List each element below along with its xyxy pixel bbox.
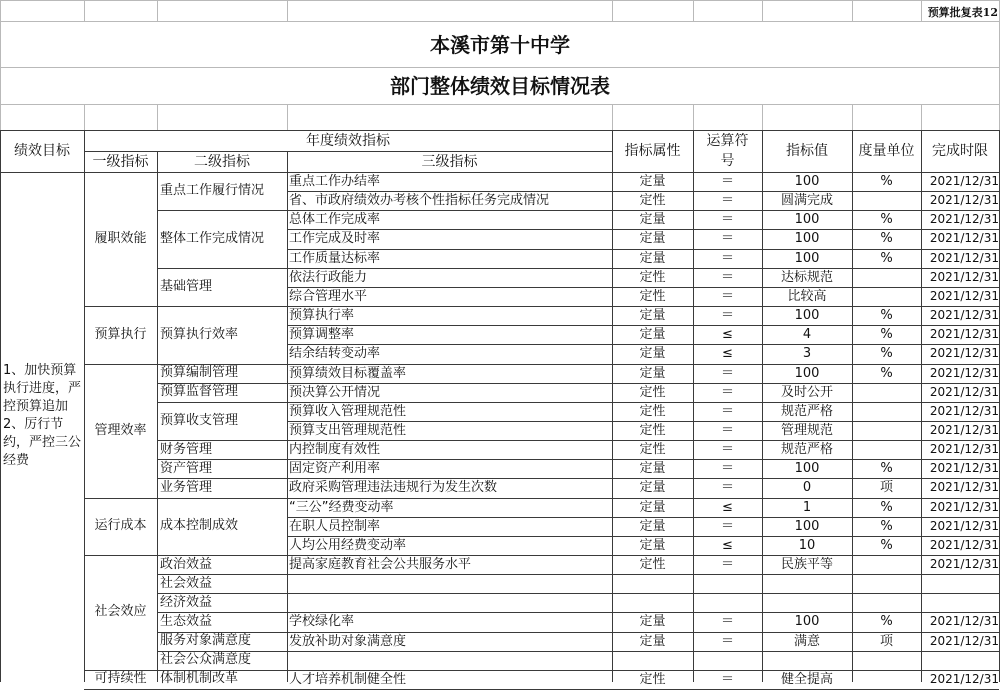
indicator-operator: ＝ xyxy=(720,212,734,228)
level2-label: 重点工作履行情况 xyxy=(160,183,265,199)
level2-label: 生态效益 xyxy=(160,614,213,630)
indicator-attribute: 定量 xyxy=(639,499,666,515)
header-level1: 一级指标 xyxy=(92,154,149,170)
row-line xyxy=(157,555,287,556)
header-goal: 绩效目标 xyxy=(14,143,70,159)
level3-indicator: 发放补助对象满意度 xyxy=(289,633,407,649)
indicator-deadline: 2021/12/31 xyxy=(929,671,999,686)
indicator-deadline: 2021/12/31 xyxy=(929,193,999,208)
indicator-operator: ＝ xyxy=(720,557,734,572)
indicator-operator: ＝ xyxy=(720,288,734,304)
level1-label: 运行成本 xyxy=(94,518,147,534)
header-value: 指标值 xyxy=(786,143,828,159)
indicator-value: 100 xyxy=(794,461,820,477)
grid-line xyxy=(287,0,288,21)
grid-line xyxy=(921,104,922,130)
grid-line xyxy=(612,104,613,130)
indicator-attribute: 定量 xyxy=(639,480,666,496)
level2-label: 成本控制成效 xyxy=(160,518,239,534)
grid-line xyxy=(0,104,1000,105)
row-line xyxy=(287,249,999,250)
level3-indicator: 工作完成及时率 xyxy=(289,231,381,247)
indicator-value: 规范严格 xyxy=(780,442,833,458)
grid-line xyxy=(762,0,763,21)
row-line xyxy=(287,287,999,288)
indicator-unit: % xyxy=(880,174,893,189)
row-line xyxy=(287,268,999,269)
indicator-value: 管理规范 xyxy=(780,422,833,438)
indicator-value: 健全提高 xyxy=(780,671,833,687)
level1-label: 管理效率 xyxy=(94,422,147,438)
row-line xyxy=(287,593,999,594)
row-line xyxy=(287,402,999,403)
indicator-operator: ＝ xyxy=(720,365,734,381)
indicator-attribute: 定量 xyxy=(639,461,666,477)
row-line xyxy=(287,612,999,613)
level3-indicator: 省、市政府绩效办考核个性指标任务完成情况 xyxy=(289,193,550,209)
indicator-deadline: 2021/12/31 xyxy=(929,403,999,418)
indicator-value: 1 xyxy=(802,499,812,515)
indicator-operator: ≤ xyxy=(722,346,733,362)
indicator-attribute: 定性 xyxy=(639,269,666,285)
indicator-deadline: 2021/12/31 xyxy=(929,499,999,514)
indicator-deadline: 2021/12/31 xyxy=(929,480,999,495)
row-line xyxy=(157,612,287,613)
grid-line xyxy=(0,67,1000,68)
header-operator: 号 xyxy=(720,153,735,169)
indicator-value: 100 xyxy=(794,308,820,324)
indicator-attribute: 定量 xyxy=(639,537,666,553)
indicator-attribute: 定量 xyxy=(639,174,666,189)
indicator-attribute: 定量 xyxy=(639,614,666,630)
level2-label: 预算收支管理 xyxy=(160,412,239,428)
indicator-deadline: 2021/12/31 xyxy=(929,327,999,342)
indicator-deadline: 2021/12/31 xyxy=(929,174,999,188)
row-line xyxy=(157,498,287,499)
grid-line xyxy=(157,0,158,21)
row-line xyxy=(157,440,287,441)
row-line xyxy=(287,440,999,441)
indicator-value: 圆满完成 xyxy=(780,193,833,209)
level1-label: 社会效应 xyxy=(94,604,147,620)
indicator-operator: ＝ xyxy=(720,461,734,477)
level2-label: 预算编制管理 xyxy=(160,365,239,381)
row-line xyxy=(287,555,999,556)
page-title: 本溪市第十中学 xyxy=(430,33,570,57)
level3-indicator: 工作质量达标率 xyxy=(289,250,381,266)
indicator-unit: % xyxy=(880,365,893,381)
row-line xyxy=(287,670,999,671)
grid-line xyxy=(157,104,158,130)
level3-indicator: 学校绿化率 xyxy=(289,614,355,630)
row-line xyxy=(157,268,287,269)
header-operator: 运算符 xyxy=(706,133,749,149)
indicator-value: 比较高 xyxy=(787,288,827,304)
indicator-operator: ＝ xyxy=(720,442,734,458)
indicator-unit: % xyxy=(880,461,893,477)
row-line xyxy=(287,325,999,326)
header-level3: 三级指标 xyxy=(421,154,478,170)
indicator-unit: % xyxy=(880,518,893,534)
indicator-unit: % xyxy=(880,250,893,266)
level2-label: 财务管理 xyxy=(160,441,213,457)
level3-indicator: 预算调整率 xyxy=(289,327,355,343)
indicator-value: 3 xyxy=(802,346,812,362)
level3-indicator: 总体工作完成率 xyxy=(289,212,381,228)
level3-indicator: 人均公用经费变动率 xyxy=(289,537,407,553)
sheet-note: 预算批复表12 xyxy=(927,6,998,19)
row-line xyxy=(157,593,287,594)
indicator-deadline: 2021/12/31 xyxy=(929,308,999,323)
indicator-deadline: 2021/12/31 xyxy=(929,365,999,380)
row-line xyxy=(287,651,999,652)
grid-line xyxy=(287,104,288,130)
indicator-unit: 项 xyxy=(879,480,893,496)
indicator-value: 民族平等 xyxy=(780,557,833,572)
level2-label: 服务对象满意度 xyxy=(160,633,252,649)
indicator-operator: ＝ xyxy=(720,671,734,687)
indicator-deadline: 2021/12/31 xyxy=(929,288,999,303)
level3-indicator: 重点工作办结率 xyxy=(289,174,381,189)
indicator-deadline: 2021/12/31 xyxy=(929,633,999,648)
grid-line xyxy=(612,0,613,21)
indicator-deadline: 2021/12/31 xyxy=(929,384,999,399)
level1-label: 可持续性 xyxy=(94,671,147,687)
header-top-line xyxy=(0,130,1000,131)
header-deadline: 完成时限 xyxy=(932,143,988,159)
indicator-operator: ≤ xyxy=(722,327,733,343)
indicator-deadline: 2021/12/31 xyxy=(929,518,999,533)
indicator-operator: ＝ xyxy=(720,174,734,189)
level3-indicator: 预算收入管理规范性 xyxy=(289,403,407,419)
grid-line xyxy=(852,104,853,130)
indicator-deadline: 2021/12/31 xyxy=(929,461,999,476)
indicator-attribute: 定量 xyxy=(639,250,666,266)
indicator-deadline: 2021/12/31 xyxy=(929,537,999,552)
indicator-attribute: 定量 xyxy=(639,633,666,649)
row-line xyxy=(287,306,999,307)
indicator-deadline: 2021/12/31 xyxy=(929,212,999,227)
indicator-attribute: 定量 xyxy=(639,231,666,247)
grid-line xyxy=(84,104,85,130)
level3-indicator: “三公”经费变动率 xyxy=(289,499,394,515)
indicator-attribute: 定量 xyxy=(639,518,666,534)
level3-indicator: 提高家庭教育社会公共服务水平 xyxy=(289,557,472,572)
indicator-operator: ＝ xyxy=(720,518,734,534)
indicator-deadline: 2021/12/31 xyxy=(929,422,999,437)
row-line xyxy=(287,344,999,345)
grid-line xyxy=(852,0,853,21)
row-line xyxy=(287,536,999,537)
level2-label: 整体工作完成情况 xyxy=(160,231,265,247)
indicator-unit: % xyxy=(880,499,893,515)
grid-line xyxy=(84,0,85,21)
grid-line xyxy=(0,104,1,130)
indicator-deadline: 2021/12/31 xyxy=(929,346,999,361)
indicator-value: 100 xyxy=(794,250,820,266)
indicator-operator: ＝ xyxy=(720,614,734,630)
indicator-attribute: 定量 xyxy=(639,327,666,343)
grid-line xyxy=(762,104,763,130)
indicator-value: 100 xyxy=(794,614,820,630)
level2-label: 预算监督管理 xyxy=(160,384,239,400)
indicator-attribute: 定量 xyxy=(639,212,666,228)
level3-indicator: 预算支出管理规范性 xyxy=(289,422,407,438)
indicator-attribute: 定性 xyxy=(639,403,666,419)
indicator-operator: ＝ xyxy=(720,403,734,419)
indicator-operator: ＝ xyxy=(720,633,734,649)
level3-indicator: 预算执行率 xyxy=(289,308,355,324)
header-unit: 度量单位 xyxy=(858,143,915,159)
row-line xyxy=(84,555,157,556)
indicator-value: 及时公开 xyxy=(780,384,833,400)
row-line xyxy=(84,498,157,499)
column-line xyxy=(0,172,1,682)
indicator-attribute: 定性 xyxy=(639,193,666,209)
indicator-unit: % xyxy=(880,537,893,553)
level3-indicator: 预决算公开情况 xyxy=(289,384,381,400)
indicator-unit: 项 xyxy=(879,633,893,649)
row-line xyxy=(157,306,287,307)
indicator-attribute: 定性 xyxy=(639,288,666,304)
indicator-deadline: 2021/12/31 xyxy=(929,269,999,284)
level3-indicator: 结余结转变动率 xyxy=(289,346,381,362)
header-level2: 二级指标 xyxy=(194,154,250,170)
indicator-unit: % xyxy=(880,346,893,362)
indicator-deadline: 2021/12/31 xyxy=(929,231,999,246)
level2-label: 业务管理 xyxy=(160,479,213,495)
indicator-unit: % xyxy=(880,231,893,247)
row-line xyxy=(287,229,999,230)
level1-label: 履职效能 xyxy=(94,231,147,247)
indicator-value: 100 xyxy=(794,212,820,228)
row-line xyxy=(287,364,999,365)
indicator-unit: % xyxy=(880,308,893,324)
indicator-operator: ＝ xyxy=(720,422,734,438)
header-bottom-line xyxy=(0,172,1000,173)
indicator-operator: ＝ xyxy=(720,193,734,209)
indicator-operator: ＝ xyxy=(720,269,734,285)
level3-indicator: 预算绩效目标覆盖率 xyxy=(289,365,407,381)
grid-line xyxy=(0,0,1000,1)
row-line xyxy=(287,421,999,422)
indicator-attribute: 定性 xyxy=(639,384,666,400)
indicator-attribute: 定量 xyxy=(639,346,666,362)
indicator-unit: % xyxy=(880,614,893,630)
row-line xyxy=(287,498,999,499)
indicator-deadline: 2021/12/31 xyxy=(929,442,999,457)
indicator-operator: ＝ xyxy=(720,384,734,400)
row-line xyxy=(157,574,287,575)
indicator-operator: ＝ xyxy=(720,250,734,266)
indicator-value: 达标规范 xyxy=(780,269,833,285)
row-line xyxy=(287,517,999,518)
indicator-value: 4 xyxy=(802,327,812,343)
level2-label: 社会效益 xyxy=(160,575,213,591)
row-line xyxy=(287,478,999,479)
level2-label: 社会公众满意度 xyxy=(160,652,252,668)
indicator-operator: ＝ xyxy=(720,308,734,324)
level2-label: 体制机制改革 xyxy=(160,671,239,687)
row-line xyxy=(157,210,287,211)
level2-label: 预算执行效率 xyxy=(160,326,239,342)
indicator-value: 100 xyxy=(794,231,820,247)
indicator-attribute: 定量 xyxy=(639,365,666,381)
level1-label: 预算执行 xyxy=(94,326,147,342)
indicator-unit: % xyxy=(880,327,893,343)
row-line xyxy=(287,191,999,192)
indicator-operator: ≤ xyxy=(722,537,733,553)
level3-indicator: 综合管理水平 xyxy=(289,288,368,304)
level3-indicator: 依法行政能力 xyxy=(289,269,368,285)
row-line xyxy=(287,574,999,575)
page-subtitle: 部门整体绩效目标情况表 xyxy=(390,74,610,98)
indicator-value: 100 xyxy=(794,518,820,534)
row-line xyxy=(287,210,999,211)
row-line xyxy=(84,306,157,307)
indicator-value: 0 xyxy=(802,480,812,496)
indicator-operator: ≤ xyxy=(722,499,733,515)
indicator-value: 10 xyxy=(798,537,816,553)
indicator-attribute: 定性 xyxy=(639,557,666,572)
level3-indicator: 在职人员控制率 xyxy=(289,518,381,534)
header-annual: 年度绩效指标 xyxy=(306,133,390,149)
indicator-value: 100 xyxy=(794,365,820,381)
indicator-attribute: 定量 xyxy=(639,308,666,324)
indicator-attribute: 定性 xyxy=(639,671,666,687)
row-line xyxy=(157,478,287,479)
level2-label: 政治效益 xyxy=(160,556,213,572)
header-mid-line xyxy=(84,151,612,152)
indicator-unit: % xyxy=(880,212,893,228)
level3-indicator: 政府采购管理违法违规行为发生次数 xyxy=(289,480,498,496)
grid-line xyxy=(0,0,1,21)
grid-line xyxy=(0,21,1000,22)
level2-label: 经济效益 xyxy=(160,594,213,610)
row-line xyxy=(157,459,287,460)
indicator-value: 100 xyxy=(794,174,820,189)
level3-indicator: 人才培养机制健全性 xyxy=(289,671,407,687)
level2-label: 基础管理 xyxy=(160,278,213,294)
indicator-deadline: 2021/12/31 xyxy=(929,250,999,265)
goal-text: 1、加快预算执行进度，严控预算追加 2、厉行节约，严控三公经费 xyxy=(3,363,82,468)
grid-line xyxy=(693,104,694,130)
indicator-attribute: 定性 xyxy=(639,422,666,438)
grid-line xyxy=(693,0,694,21)
level2-label: 资产管理 xyxy=(160,460,213,476)
indicator-value: 满意 xyxy=(793,633,820,649)
indicator-value: 规范严格 xyxy=(780,403,833,419)
column-line xyxy=(157,172,158,682)
row-line xyxy=(157,402,287,403)
header-attribute: 指标属性 xyxy=(624,143,681,159)
row-line xyxy=(84,364,157,365)
row-line xyxy=(287,459,999,460)
row-line xyxy=(287,632,999,633)
indicator-deadline: 2021/12/31 xyxy=(929,614,999,629)
indicator-operator: ＝ xyxy=(720,480,734,496)
level3-indicator: 固定资产利用率 xyxy=(289,461,381,477)
level3-indicator: 内控制度有效性 xyxy=(289,442,381,458)
indicator-attribute: 定性 xyxy=(639,442,666,458)
indicator-deadline: 2021/12/31 xyxy=(929,557,999,571)
row-line xyxy=(287,383,999,384)
indicator-operator: ＝ xyxy=(720,231,734,247)
